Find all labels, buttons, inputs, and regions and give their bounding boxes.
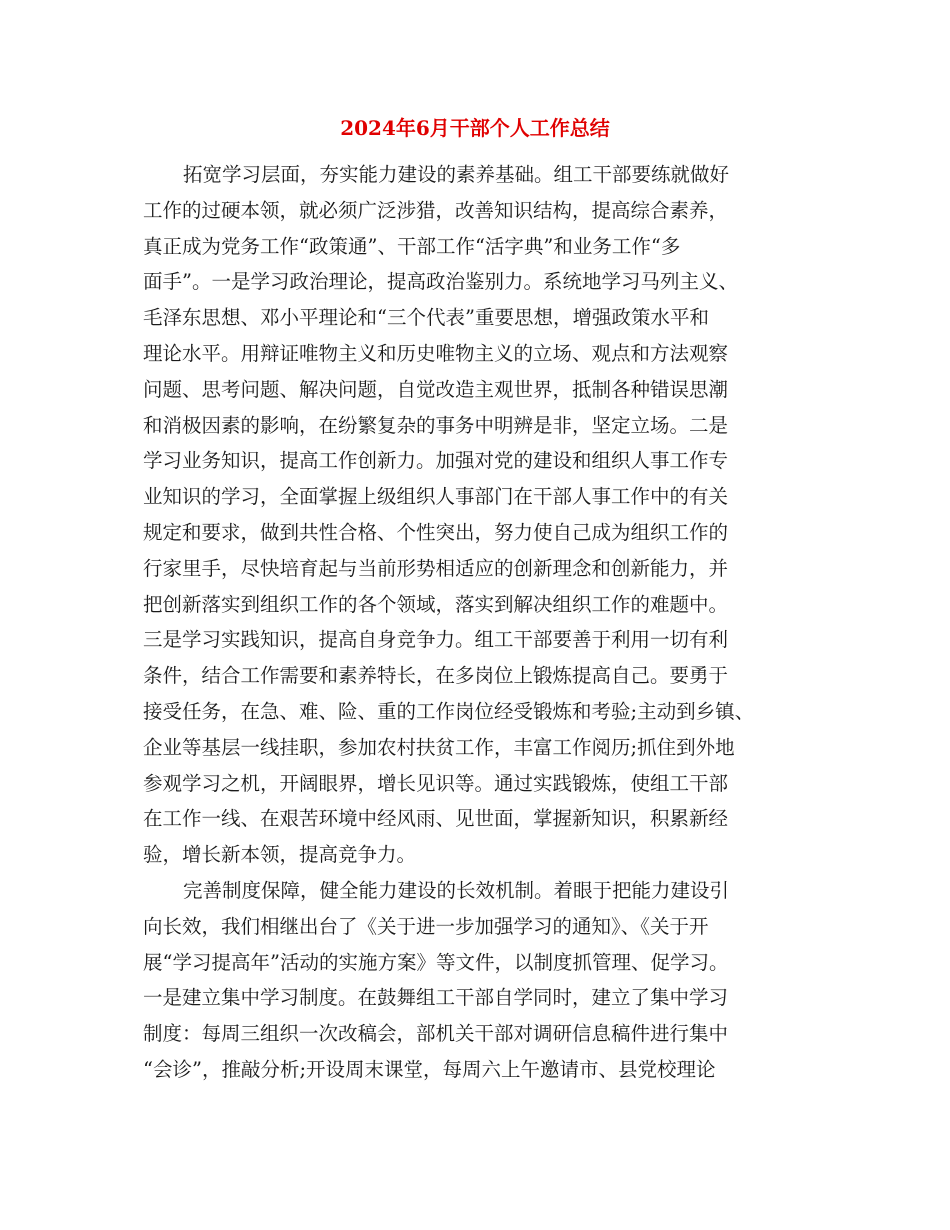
paragraph-line: 问题、思考问题、解决问题，自觉改造主观世界，抵制各种错误思潮 — [143, 377, 729, 401]
paragraph-line: 拓宽学习层面，夯实能力建设的素养基础。组工干部要练就做好 — [183, 163, 730, 186]
paragraph-line: 真正成为党务工作“政策通”、干部工作“活字典”和业务工作“多 — [143, 234, 681, 258]
paragraph-line: 行家里手，尽快培育起与当前形势相适应的创新理念和创新能力，并 — [143, 556, 729, 580]
paragraph-line: “会诊”，推敲分析;开设周末课堂，每周六上午邀请市、县党校理论 — [143, 1057, 716, 1081]
paragraph-line: 规定和要求，做到共性合格、个性突出，努力使自己成为组织工作的 — [143, 520, 729, 544]
paragraph-line: 接受任务，在急、难、险、重的工作岗位经受锻炼和考验;主动到乡镇、 — [143, 699, 755, 723]
paragraph-line: 在工作一线、在艰苦环境中经风雨、见世面，掌握新知识，积累新经 — [143, 807, 729, 831]
paragraph-line: 工作的过硬本领，就必须广泛涉猎，改善知识结构，提高综合素养， — [143, 198, 729, 222]
paragraph-line: 把创新落实到组织工作的各个领域，落实到解决组织工作的难题中。 — [143, 592, 729, 616]
paragraph-line: 企业等基层一线挂职，参加农村扶贫工作，丰富工作阅历;抓住到外地 — [143, 735, 735, 759]
paragraph-line: 学习业务知识，提高工作创新力。加强对党的建设和组织人事工作专 — [143, 449, 729, 473]
paragraph-line: 理论水平。用辩证唯物主义和历史唯物主义的立场、观点和方法观察 — [143, 341, 729, 365]
paragraph-line: 制度：每周三组织一次改稿会，部机关干部对调研信息稿件进行集中 — [143, 1022, 729, 1046]
paragraph-line: 一是建立集中学习制度。在鼓舞组工干部自学同时，建立了集中学习 — [143, 986, 729, 1010]
paragraph-line: 验，增长新本领，提高竞争力。 — [143, 843, 417, 867]
paragraph-line: 面手”。一是学习政治理论，提高政治鉴别力。系统地学习马列主义、 — [143, 270, 738, 294]
document-title: 2024年6月干部个人工作总结 — [340, 116, 610, 140]
paragraph-line: 完善制度保障，健全能力建设的长效机制。着眼于把能力建设引 — [183, 878, 730, 902]
paragraph-line: 三是学习实践知识，提高自身竞争力。组工干部要善于利用一切有利 — [143, 628, 729, 652]
paragraph-line: 和消极因素的影响，在纷繁复杂的事务中明辨是非，坚定立场。二是 — [143, 413, 729, 437]
paragraph-line: 毛泽东思想、邓小平理论和“三个代表”重要思想，增强政策水平和 — [143, 306, 709, 330]
paragraph-line: 参观学习之机，开阔眼界，增长见识等。通过实践锻炼，使组工干部 — [143, 771, 729, 795]
paragraph-line: 业知识的学习，全面掌握上级组织人事部门在干部人事工作中的有关 — [143, 485, 729, 509]
paragraph-line: 向长效，我们相继出台了《关于进一步加强学习的通知》、《关于开 — [143, 914, 709, 938]
document-body — [143, 157, 823, 1088]
paragraph-line: 条件，结合工作需要和素养特长，在多岗位上锻炼提高自己。要勇于 — [143, 664, 729, 688]
paragraph-line: 展“学习提高年”活动的实施方案》等文件，以制度抓管理、促学习。 — [143, 950, 729, 974]
